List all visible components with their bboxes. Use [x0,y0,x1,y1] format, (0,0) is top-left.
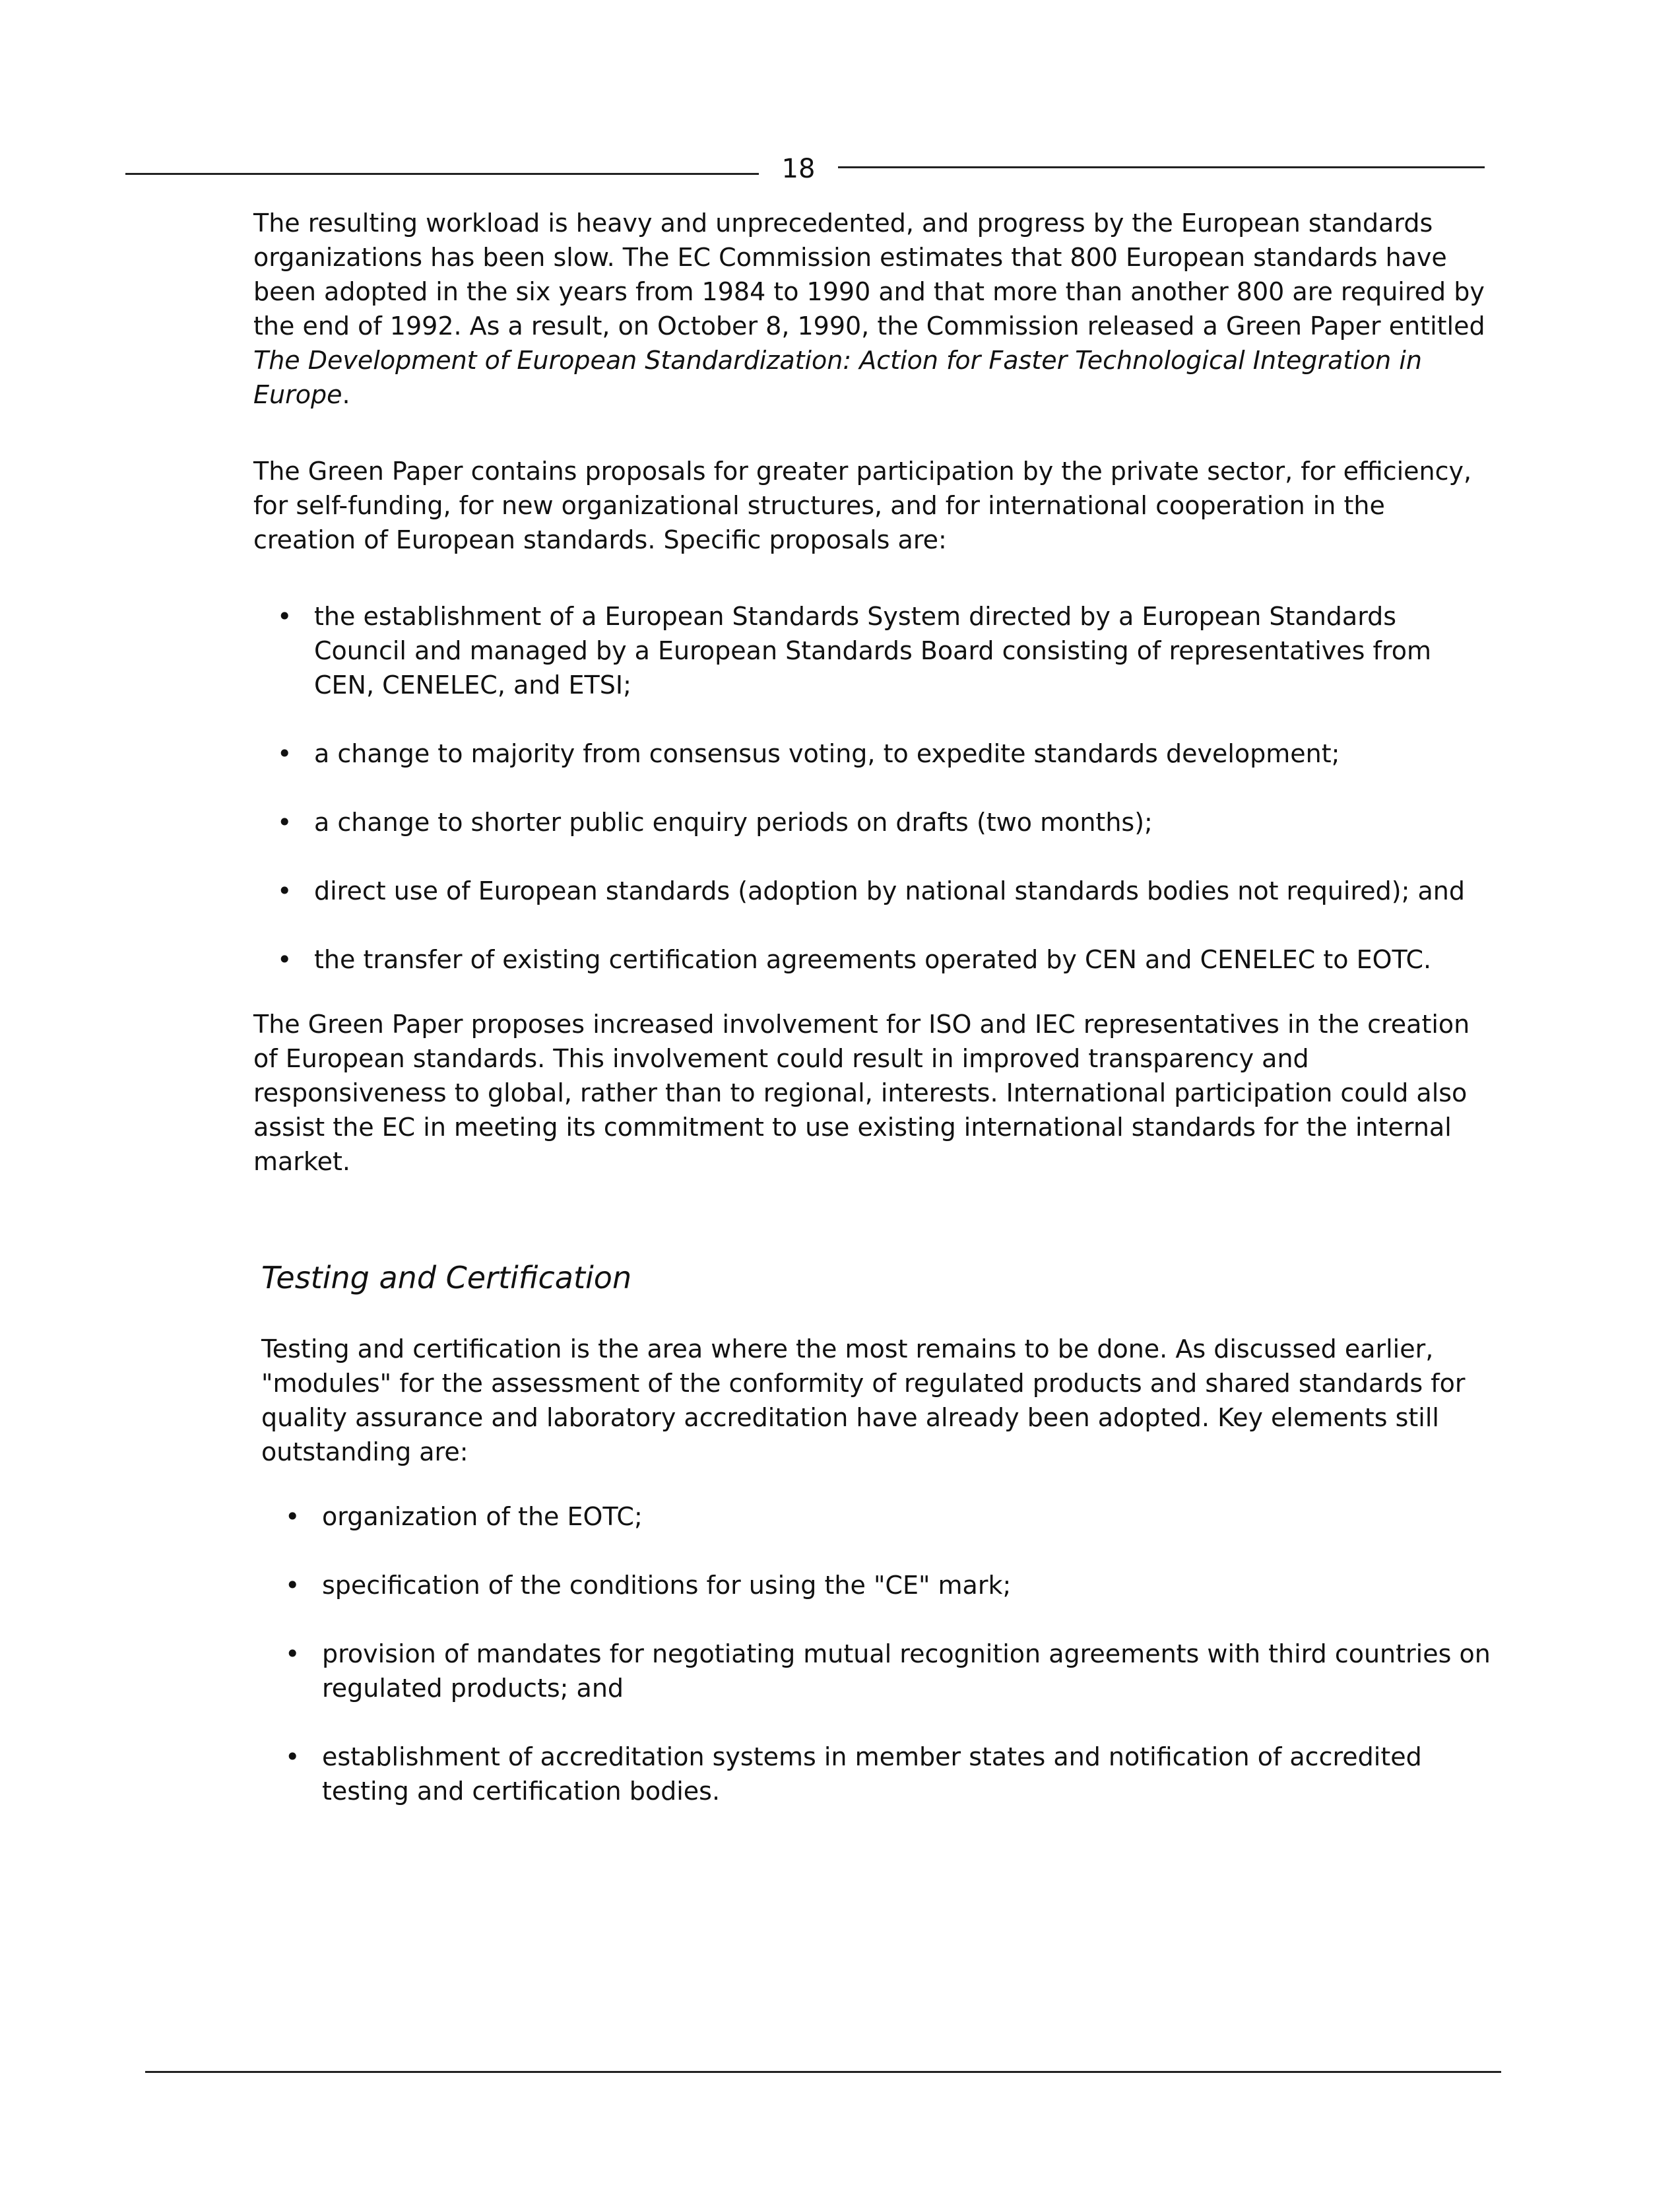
bullet-icon: • [277,876,292,905]
list-item [261,1740,1494,1808]
list-item [253,737,1494,771]
list-item-text: specification of the conditions for using the "CE" mark; [322,1571,1012,1600]
list-item-text: the establishment of a European Standards System directed by a European Standards Council and managed by a European Standards Board consisting of representatives from CEN, CENELEC, and ETSI; [314,602,1431,700]
testing-section [253,1332,1494,1808]
header-rule-left [125,173,759,175]
list-item-text: direct use of European standards (adoption by national standards bodies not required); and [314,876,1465,905]
bullet-icon: • [285,1571,300,1600]
footer-rule [145,2071,1501,2073]
bullet-icon: • [285,1742,300,1771]
paragraph-workload [253,206,1494,412]
page-number: 18 [781,154,816,184]
bullet-icon: • [277,808,292,837]
list-item-text: a change to majority from consensus voting, to expedite standards development; [314,739,1340,768]
paragraph-iso-iec: The Green Paper proposes increased involvement for ISO and IEC representatives in the creation of European standards. This involvement could result in improved transparency and responsiveness to global, rather than to regional, interests. International participation could also assist the EC in meeting its commitment to use existing international standards for the internal market. [253,1010,1470,1176]
list-item-text: establishment of accreditation systems in member states and notification of accredited testing and certification bodies. [322,1742,1422,1806]
bullet-icon: • [285,1502,300,1531]
proposals-list [253,599,1494,977]
list-item [261,1568,1494,1602]
paragraph-workload-text: The resulting workload is heavy and unprecedented, and progress by the European standards organizations has been slow. The EC Commission estimates that 800 European standards have been adopted in the six years from 1984 to 1990 and that more than another 800 are required by the end of 1992. As a result, on October 8, 1990, the Commission released a Green Paper entitled [253,209,1485,341]
list-item [253,874,1494,908]
paragraph-workload-end: . [342,380,350,409]
bullet-icon: • [285,1639,300,1668]
list-item [261,1499,1494,1534]
list-item-text: provision of mandates for negotiating mutual recognition agreements with third countries on regulated products; and [322,1639,1491,1703]
paragraph-green-paper-proposals: The Green Paper contains proposals for greater participation by the private sector, for efficiency, for self-funding, for new organizational structures, and for international cooperation in the creation of European standards. Specific proposals are: [253,457,1472,554]
list-item-text: organization of the EOTC; [322,1502,643,1531]
page-header [125,150,1485,190]
list-item-text: a change to shorter public enquiry periods on drafts (two months); [314,808,1153,837]
bullet-icon: • [277,945,292,974]
bullet-icon: • [277,602,292,631]
body-text [253,206,1494,1839]
list-item-text: the transfer of existing certification agreements operated by CEN and CENELEC to EOTC. [314,945,1432,974]
section-heading: Testing and Certification [261,1260,632,1295]
outstanding-list [261,1499,1494,1808]
paragraph-testing: Testing and certification is the area where the most remains to be done. As discussed earlier, "modules" for the assessment of the conformity of regulated products and shared standards for quality assurance and laboratory accreditation have already been adopted. Key elements still outstanding are: [261,1334,1466,1466]
list-item [261,1637,1494,1705]
header-rule-right [838,166,1485,168]
bullet-icon: • [277,739,292,768]
list-item [253,942,1494,977]
list-item [253,805,1494,839]
green-paper-title: The Development of European Standardization: Action for Faster Technological Integration in Europe [253,346,1422,409]
list-item [253,599,1494,702]
